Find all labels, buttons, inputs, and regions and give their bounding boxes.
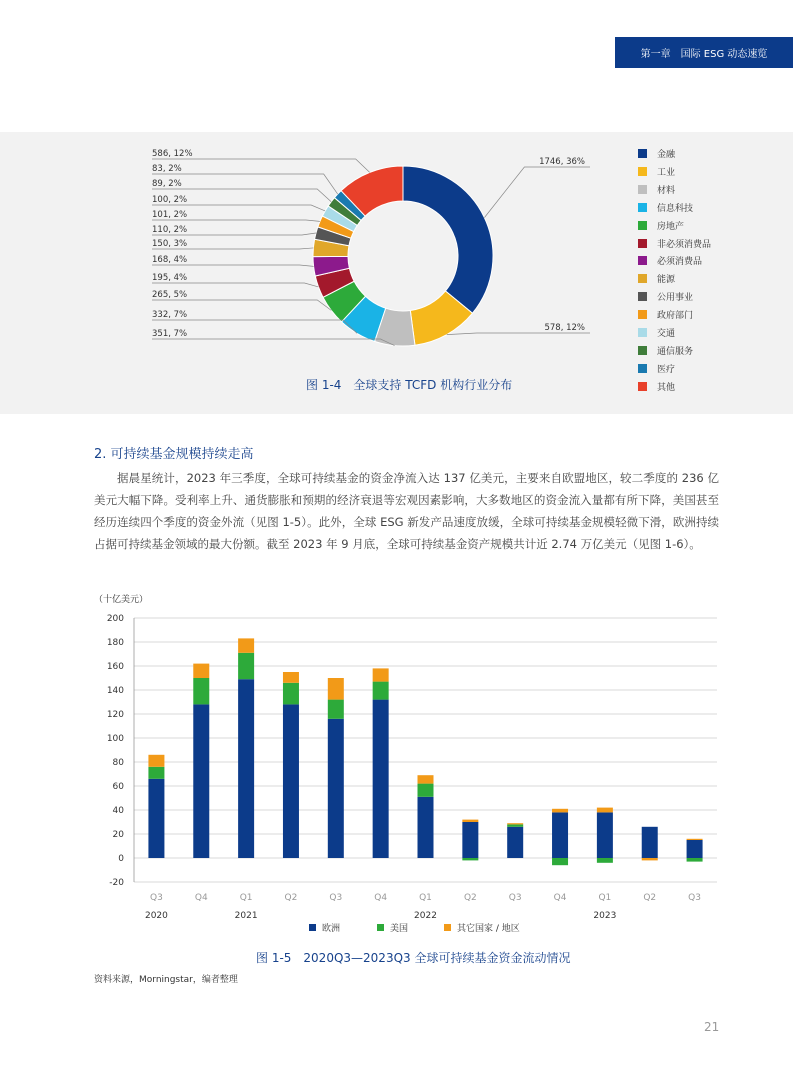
source-note: 资料来源，Morningstar，编者整理: [94, 975, 238, 985]
x-tick-label: Q2: [643, 893, 657, 903]
y-tick-label: 0: [118, 854, 124, 864]
figure-1-4-panel: [0, 132, 793, 414]
x-tick-label: Q3: [688, 893, 701, 903]
bar-0-0: [148, 779, 164, 858]
bar-1-5: [373, 682, 389, 700]
bar-2-10: [597, 808, 613, 813]
y-tick-label: 140: [106, 686, 124, 696]
section-paragraph: 据晨星统计，2023 年三季度，全球可持续基金的资金净流入达 137 亿美元，主要来自欧盟地区，较二季度的 236 亿美元大幅下降。受利率上升、通货膨胀和预期的经济衰退等宏观因素影响，大多数地区的资金流入量都有所下降，美国甚至经历连续四个季度的资金外流（见图 1-5）。此外，全球 ESG 新发产品速度放缓，全球可持续基金规模轻微下滑，欧洲持续占据可持续基金领域的最大份额。截至 2023 年 9 月底，全球可持续基金资产规模共计近 2.74 万亿美元（见图 1-6）。: [94, 471, 719, 551]
bar-1-12: [687, 858, 703, 862]
bar-2-1: [193, 664, 209, 678]
legend-item-0: [638, 147, 675, 160]
legend-item-13: [638, 380, 675, 393]
bar-2-0: [148, 755, 164, 767]
x-tick-label: Q1: [419, 893, 432, 903]
bar-1-0: [148, 767, 164, 779]
donut-label-11: 89, 2%: [152, 179, 182, 189]
bar-1-6: [418, 784, 434, 797]
x-tick-label: Q3: [329, 893, 343, 903]
bar-2-7: [462, 820, 478, 822]
legend-label: 公用事业: [657, 293, 694, 304]
legend-swatch: [638, 221, 647, 230]
legend-label: 必须消费品: [657, 257, 703, 268]
y-tick-label: 200: [106, 614, 124, 624]
figure-1-4-caption: 图 1-4 全球支持 TCFD 机构行业分布: [306, 378, 513, 392]
year-label: 2022: [414, 911, 437, 921]
legend-swatch: [638, 239, 647, 248]
legend-item-12: [638, 362, 675, 375]
donut-leader-9: [152, 220, 320, 221]
bar-0-10: [597, 812, 613, 858]
legend-swatch: [638, 167, 647, 176]
donut-label-8: 110, 2%: [152, 225, 188, 235]
year-label: 2020: [144, 911, 168, 921]
donut-leader-6: [152, 265, 314, 266]
legend-label: 医疗: [657, 364, 676, 375]
donut-leader-4: [152, 300, 331, 310]
bar-2-3: [283, 672, 299, 683]
y-tick-label: 180: [106, 638, 124, 648]
x-tick-label: Q1: [598, 893, 612, 903]
donut-leader-2: [152, 339, 395, 346]
bar-1-2: [238, 653, 254, 679]
legend-item-7: [638, 272, 675, 285]
bar-0-2: [238, 679, 254, 858]
legend-label: 材料: [657, 185, 676, 196]
bar-0-5: [373, 700, 389, 858]
donut-label-9: 101, 2%: [152, 210, 188, 220]
legend-label: 政府部门: [657, 311, 694, 322]
legend-item-8: [638, 290, 693, 303]
legend-item-3: [638, 201, 693, 214]
bar-2-5: [373, 668, 389, 681]
legend-label: 能源: [657, 275, 676, 286]
x-tick-label: Q4: [374, 893, 388, 903]
legend-swatch: [638, 364, 647, 373]
bar-0-9: [552, 812, 568, 858]
bar-1-9: [552, 858, 568, 865]
bar-0-6: [418, 797, 434, 858]
legend-swatch: [638, 149, 647, 158]
legend-item-10: [638, 326, 675, 339]
donut-label-4: 265, 5%: [152, 290, 188, 300]
y-tick-label: 100: [106, 734, 124, 744]
bar-2-9: [552, 809, 568, 813]
legend-item-2: [638, 183, 675, 196]
donut-slice-0: [403, 166, 493, 313]
legend-item-9: [638, 308, 693, 321]
bar-legend-label: 美国: [390, 924, 409, 934]
bar-2-12: [687, 839, 703, 840]
year-label: 2023: [593, 911, 617, 921]
y-tick-label: 80: [112, 758, 124, 768]
legend-swatch: [638, 274, 647, 283]
legend-swatch: [638, 346, 647, 355]
donut-leader-0: [484, 167, 590, 218]
year-label: 2021: [234, 911, 258, 921]
bar-1-4: [328, 700, 344, 719]
legend-label: 房地产: [657, 221, 685, 232]
bar-0-8: [507, 827, 523, 858]
bar-legend-swatch: [309, 924, 316, 931]
bar-2-2: [238, 638, 254, 652]
section-title: 2. 可持续基金规模持续走高: [94, 447, 254, 462]
x-tick-label: Q1: [239, 893, 253, 903]
legend-item-1: [638, 165, 675, 178]
legend-label: 金融: [657, 150, 676, 160]
bar-0-7: [462, 822, 478, 858]
x-tick-label: Q4: [553, 893, 567, 903]
legend-item-4: [638, 219, 684, 232]
y-tick-label: 120: [106, 710, 124, 720]
bar-2-6: [418, 775, 434, 783]
y-tick-label: -20: [109, 878, 124, 888]
y-tick-label: 60: [112, 782, 124, 792]
bar-1-8: [507, 824, 523, 826]
y-tick-label: 20: [112, 830, 124, 840]
x-tick-label: Q2: [463, 893, 477, 903]
chapter-header: 第一章 国际 ESG 动态速览: [615, 37, 793, 68]
x-tick-label: Q2: [284, 893, 298, 903]
bar-1-3: [283, 683, 299, 705]
y-tick-label: 40: [112, 806, 124, 816]
y-unit-label: （十亿美元）: [94, 595, 149, 605]
donut-label-13: 586, 12%: [152, 149, 193, 159]
bar-2-11: [642, 858, 658, 860]
page-number: 21: [704, 1020, 720, 1034]
donut-leader-5: [152, 283, 318, 287]
legend-swatch: [638, 328, 647, 337]
donut-label-1: 578, 12%: [544, 323, 585, 333]
donut-label-3: 332, 7%: [152, 310, 188, 320]
bar-1-1: [193, 678, 209, 704]
bar-1-10: [597, 858, 613, 863]
bar-legend-swatch: [377, 924, 384, 931]
figure-1-5-caption: 图 1-5 2020Q3—2023Q3 全球可持续基金资金流动情况: [256, 951, 571, 965]
y-tick-label: 160: [106, 662, 124, 672]
donut-label-5: 195, 4%: [152, 273, 188, 283]
bar-legend-swatch: [444, 924, 451, 931]
legend-swatch: [638, 185, 647, 194]
donut-leader-1: [447, 333, 590, 335]
legend-item-6: [638, 254, 702, 267]
donut-label-2: 351, 7%: [152, 329, 188, 339]
donut-label-12: 83, 2%: [152, 164, 182, 174]
legend-swatch: [638, 382, 647, 391]
x-tick-label: Q3: [150, 893, 163, 903]
legend-label: 非必须消费品: [657, 239, 712, 250]
x-tick-label: Q3: [508, 893, 522, 903]
donut-label-7: 150, 3%: [152, 239, 188, 249]
legend-label: 其他: [657, 382, 676, 393]
bar-1-7: [462, 858, 478, 860]
donut-label-6: 168, 4%: [152, 255, 188, 265]
x-tick-label: Q4: [194, 893, 208, 903]
bar-0-11: [642, 827, 658, 858]
legend-label: 信息科技: [657, 203, 694, 214]
bar-2-8: [507, 823, 523, 824]
bar-legend-label: 其它国家 / 地区: [457, 924, 520, 934]
legend-label: 交通: [657, 329, 676, 339]
legend-swatch: [638, 292, 647, 301]
bar-2-4: [328, 678, 344, 700]
legend-swatch: [638, 256, 647, 265]
donut-label-10: 100, 2%: [152, 195, 188, 205]
bar-chart: [0, 590, 793, 970]
bar-legend-label: 欧洲: [322, 924, 341, 934]
legend-item-5: [638, 237, 711, 250]
legend-swatch: [638, 203, 647, 212]
legend-item-11: [638, 344, 693, 357]
bar-0-3: [283, 704, 299, 858]
legend-label: 通信服务: [657, 346, 694, 357]
legend-swatch: [638, 310, 647, 319]
donut-label-0: 1746, 36%: [539, 157, 585, 167]
donut-leader-13: [152, 159, 370, 172]
legend-label: 工业: [657, 167, 676, 178]
bar-0-1: [193, 704, 209, 858]
bar-0-12: [687, 840, 703, 858]
bar-0-4: [328, 719, 344, 858]
